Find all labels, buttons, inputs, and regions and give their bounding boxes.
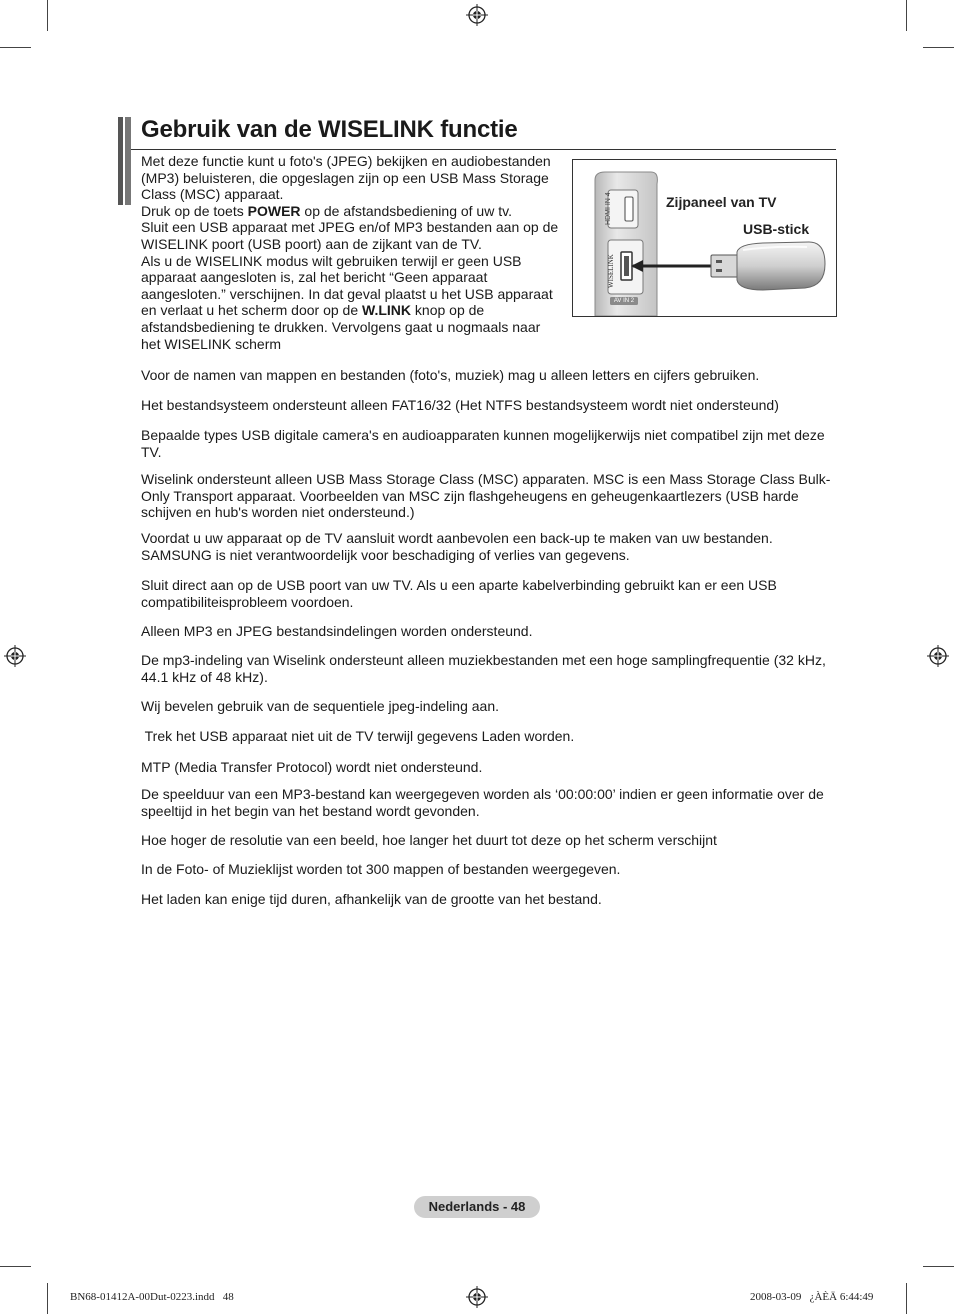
note-paragraph xyxy=(141,530,841,563)
note-paragraph xyxy=(141,367,841,384)
note-text: Sluit direct aan op de USB poort van uw TV. Als u een aparte kabelverbinding gebruikt kan er een USB compatibiliteisprobleem voordoen. xyxy=(141,577,777,610)
note-text: Voor de namen van mappen en bestanden (foto's, muziek) mag u alleen letters en cijfers gebruiken. xyxy=(141,367,760,383)
note-text: Hoe hoger de resolutie van een beeld, hoe langer het duurt tot deze op het scherm verschijnt xyxy=(141,832,717,848)
crop-mark xyxy=(906,1283,907,1314)
note-text: Trek het USB apparaat niet uit de TV terwijl gegevens Laden worden. xyxy=(141,728,575,744)
note-text: Het laden kan enige tijd duren, afhankelijk van de grootte van het bestand. xyxy=(141,891,602,907)
tv-side-panel-illustration xyxy=(573,160,836,316)
crop-mark xyxy=(923,47,954,48)
note-text: Wiselink ondersteunt alleen USB Mass Storage Class (MSC) apparaten. MSC is een Mass Storage Class Bulk-Only Transport apparaat. Voorbeelden van MSC zijn flashgeheugens en geheugenkaartlezers (USB harde schijven en hub's worden niet ondersteund.) xyxy=(141,471,831,521)
note-paragraph xyxy=(141,397,841,414)
note-text: Bepaalde types USB digitale camera's en audioapparaten kunnen mogelijkerwijs niet compatibel zijn met deze TV. xyxy=(141,427,825,460)
intro-text: Als u de WISELINK modus wilt gebruiken terwijl er geen USB apparaat aangesloten is, zal het bericht “Geen apparaat aangesloten.” verschijnen. In dat geval plaatst u het USB apparaat en verlaat u het scherm door op de xyxy=(141,252,553,319)
note-paragraph xyxy=(141,623,841,640)
wiselink-port-label: WISELINK xyxy=(607,254,615,288)
usb-connection-figure xyxy=(572,159,837,317)
usb-stick-label: USB-stick xyxy=(743,221,810,237)
intro-section xyxy=(141,153,561,352)
intro-paragraph: Met deze functie kunt u foto's (JPEG) bekijken en audiobestanden (MP3) beluisteren, die opgeslagen zijn op een USB Mass Storage Class (MSC) apparaat. xyxy=(141,153,551,203)
note-text: De speelduur van een MP3-bestand kan weergegeven worden als ‘00:00:00’ indien er geen informatie over de speeltijd in het begin van het bestand wordt gevonden. xyxy=(141,786,824,819)
crop-mark xyxy=(47,1283,48,1314)
note-paragraph xyxy=(141,759,841,776)
note-text: MTP (Media Transfer Protocol) wordt niet ondersteund. xyxy=(141,759,483,775)
crop-mark xyxy=(47,0,48,31)
title-divider xyxy=(131,149,836,150)
intro-paragraph: Sluit een USB apparaat met JPEG en/of MP3 bestanden aan op de WISELINK poort (USB poort) aan de zijkant van de TV. xyxy=(141,219,559,252)
note-text: Wij bevelen gebruik van de sequentiele jpeg-indeling aan. xyxy=(141,698,500,714)
power-key-label: POWER xyxy=(247,202,301,219)
intro-text: op de afstandsbediening of uw tv. xyxy=(300,202,512,219)
page-number-badge: Nederlands - 48 xyxy=(414,1196,540,1218)
print-date-info: 2008-03-09 ¿ÀÈÄ 6:44:49 xyxy=(750,1291,874,1303)
title-accent-bar xyxy=(118,117,123,205)
note-text: In de Foto- of Muzieklijst worden tot 300 mappen of bestanden weergegeven. xyxy=(141,861,621,877)
crop-mark xyxy=(0,47,31,48)
note-paragraph xyxy=(141,698,841,715)
intro-paragraph xyxy=(141,253,561,353)
note-paragraph xyxy=(141,427,841,460)
print-file-info: BN68-01412A-00Dut-0223.indd 48 xyxy=(70,1291,234,1303)
title-accent-bar xyxy=(125,117,131,205)
registration-mark-icon xyxy=(466,1286,488,1308)
note-text: De mp3-indeling van Wiselink ondersteunt alleen muziekbestanden met een hoge samplingfrequentie (32 kHz, 44.1 kHz of 48 kHz). xyxy=(141,652,826,685)
note-paragraph xyxy=(141,471,841,521)
note-text: Voordat u uw apparaat op de TV aansluit wordt aanbevolen een back-up te maken van uw bestanden. SAMSUNG is niet verantwoordelijk voor beschadiging of verlies van gegevens. xyxy=(141,530,773,563)
note-paragraph xyxy=(141,891,841,908)
note-paragraph xyxy=(141,832,841,849)
intro-text: knop op de afstandsbediening te drukken. Vervolgens gaat u nogmaals naar het WISELINK scherm xyxy=(141,302,541,352)
hdmi-port-label: HDMI IN 4 xyxy=(605,192,612,226)
note-text: Het bestandsysteem ondersteunt alleen FAT16/32 (Het NTFS bestandsysteem wordt niet ondersteund) xyxy=(141,397,779,413)
registration-mark-icon xyxy=(927,645,949,667)
side-panel-label: Zijpaneel van TV xyxy=(666,194,777,210)
crop-mark xyxy=(906,0,907,31)
page-title: Gebruik van de WISELINK functie xyxy=(141,116,518,143)
av-in-port-label: AV IN 2 xyxy=(613,298,635,304)
note-paragraph xyxy=(141,728,841,745)
note-paragraph xyxy=(141,577,841,610)
crop-mark xyxy=(923,1266,954,1267)
registration-mark-icon xyxy=(466,4,488,26)
registration-mark-icon xyxy=(4,645,26,667)
intro-paragraph xyxy=(141,203,561,220)
note-paragraph xyxy=(141,861,841,878)
intro-text: Druk op de toets xyxy=(141,202,248,219)
note-paragraph xyxy=(141,786,841,819)
wlink-key-label: W.LINK xyxy=(362,302,412,319)
crop-mark xyxy=(0,1266,31,1267)
note-text: Alleen MP3 en JPEG bestandsindelingen worden ondersteund. xyxy=(141,623,533,639)
note-paragraph xyxy=(141,652,841,685)
